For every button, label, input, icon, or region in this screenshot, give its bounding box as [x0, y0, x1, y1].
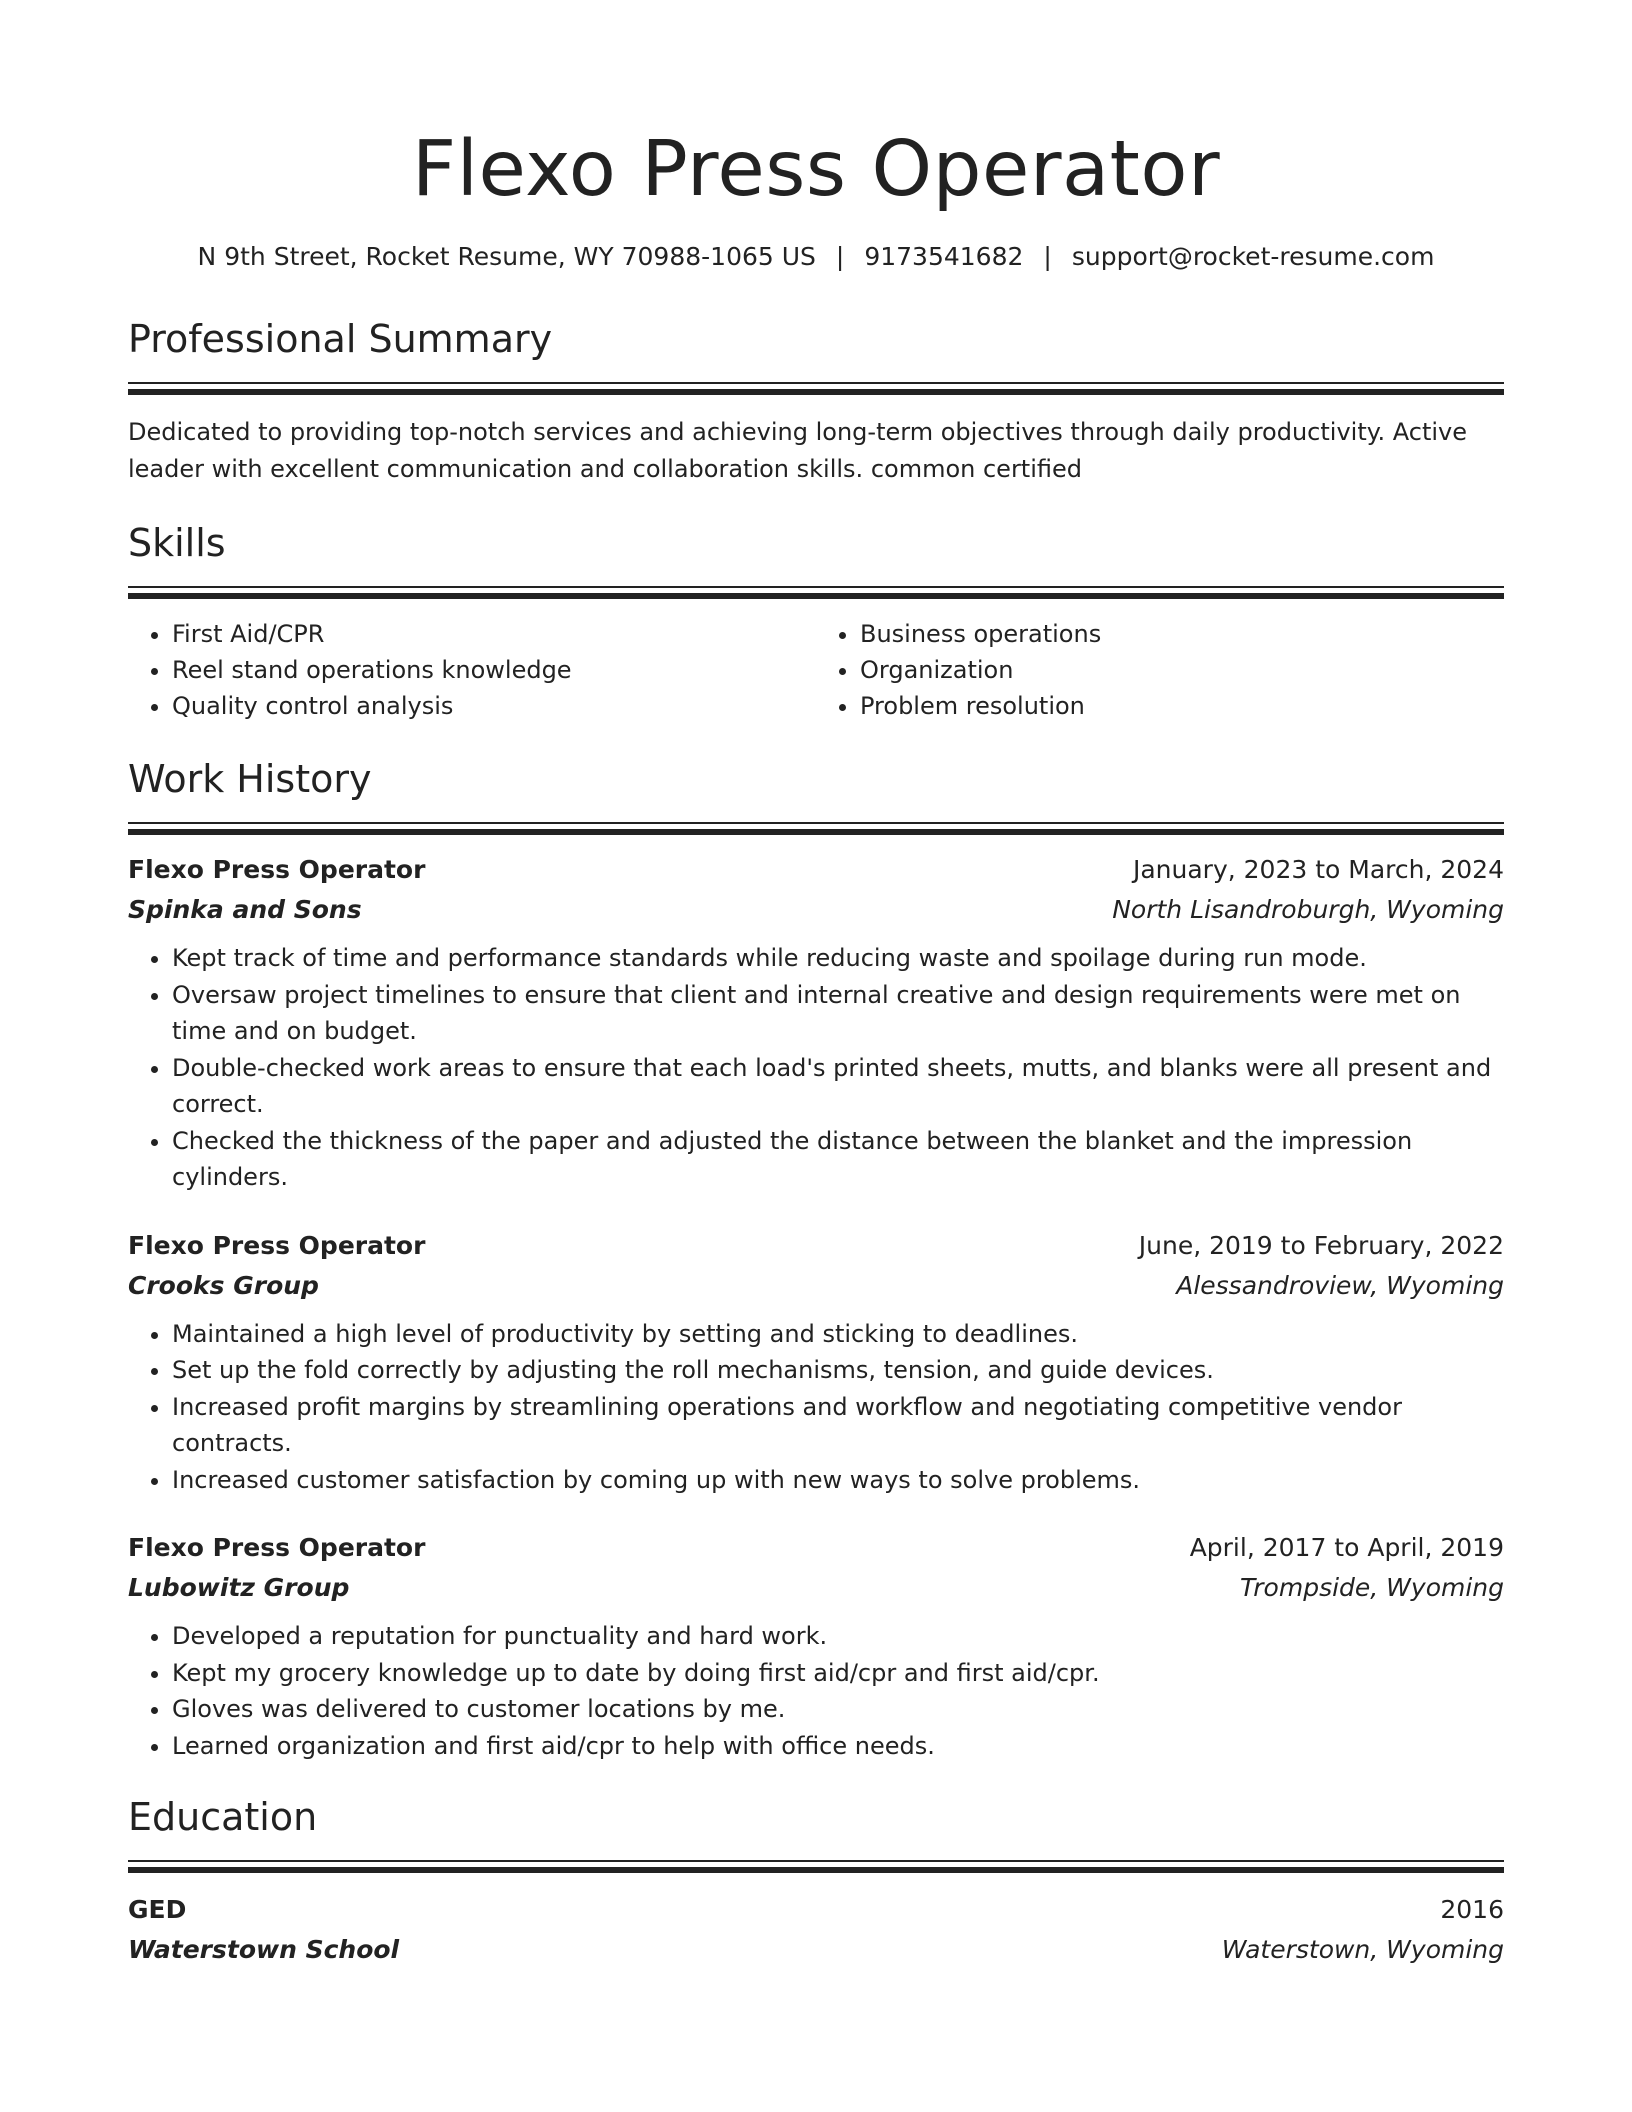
- job-bullet: • Set up the fold correctly by adjusting the roll mechanisms, tension, and guide devices.: [172, 1352, 1504, 1389]
- job-bullets: [128, 940, 1504, 1196]
- resume-name: Flexo Press Operator: [411, 125, 1221, 214]
- education-header: [128, 1892, 1504, 1928]
- section-title-skills: Skills: [128, 521, 226, 565]
- job-location: Alessandroview, Wyoming: [1176, 1270, 1504, 1300]
- summary-section: [128, 314, 1504, 488]
- section-divider: [128, 382, 1504, 394]
- job-bullet: • Increased profit margins by streamlining operations and workflow and negotiating competitive vendor contracts.: [172, 1389, 1504, 1462]
- skill-item: • First Aid/CPR: [172, 616, 816, 652]
- contact-separator: |: [835, 242, 845, 271]
- contact-line: [128, 240, 1504, 274]
- contact-phone: 9173541682: [864, 242, 1024, 271]
- job-bullet: • Gloves was delivered to customer locations by me.: [172, 1691, 1504, 1728]
- job-location: North Lisandroburgh, Wyoming: [1112, 895, 1504, 924]
- job-bullet: • Developed a reputation for punctuality and hard work.: [172, 1618, 1504, 1655]
- job-dates: January, 2023 to March, 2024: [1132, 855, 1504, 884]
- job-dates: April, 2017 to April, 2019: [1189, 1533, 1504, 1562]
- job-bullet: • Double-checked work areas to ensure that each load's printed sheets, mutts, and blanks were all present and correct.: [172, 1050, 1504, 1123]
- skill-item: • Organization: [860, 652, 1504, 688]
- job-bullet: • Kept my grocery knowledge up to date by doing first aid/cpr and first aid/cpr.: [172, 1655, 1504, 1692]
- job-bullet: • Oversaw project timelines to ensure that client and internal creative and design requirements were met on time and on budget.: [172, 977, 1504, 1050]
- education-location: Waterstown, Wyoming: [1221, 1935, 1504, 1964]
- job-header: [128, 1530, 1504, 1566]
- job-header: [128, 1228, 1504, 1264]
- education-year: 2016: [1440, 1895, 1504, 1924]
- skills-section: [128, 518, 1504, 724]
- job-header: [128, 852, 1504, 888]
- job-company: Spinka and Sons: [128, 895, 362, 924]
- job-company: Crooks Group: [128, 1270, 319, 1300]
- job-bullet: • Learned organization and first aid/cpr to help with office needs.: [172, 1728, 1504, 1765]
- section-title-work-history: Work History: [128, 757, 372, 801]
- job-entry: [128, 1530, 1504, 1764]
- section-divider: [128, 1860, 1504, 1872]
- education-school: Waterstown School: [128, 1935, 400, 1964]
- section-title-summary: Professional Summary: [128, 317, 553, 361]
- skill-item: • Reel stand operations knowledge: [172, 652, 816, 688]
- job-bullet: • Increased customer satisfaction by coming up with new ways to solve problems.: [172, 1462, 1504, 1499]
- job-dates: June, 2019 to February, 2022: [1138, 1230, 1504, 1260]
- skills-list: [128, 616, 1504, 724]
- summary-text: Dedicated to providing top-notch services and achieving long-term objectives through daily productivity. Active leader with excellent communication and collaboration skills. common certified: [128, 418, 1468, 483]
- job-company: Lubowitz Group: [128, 1573, 350, 1602]
- job-entry: [128, 852, 1504, 1196]
- job-bullet: • Checked the thickness of the paper and adjusted the distance between the blanket and the impression cylinders.: [172, 1123, 1504, 1196]
- section-title-education: Education: [128, 1795, 318, 1839]
- job-entry: [128, 1228, 1504, 1499]
- education-degree: GED: [128, 1895, 187, 1924]
- education-section: [128, 1792, 1504, 1968]
- job-bullets: [128, 1316, 1504, 1499]
- job-subheader: [128, 1268, 1504, 1304]
- skill-item: • Quality control analysis: [172, 688, 816, 724]
- skills-column-right: [816, 616, 1504, 724]
- skills-column-left: [128, 616, 816, 724]
- job-title: Flexo Press Operator: [128, 1533, 426, 1562]
- section-divider: [128, 586, 1504, 598]
- contact-address: N 9th Street, Rocket Resume, WY 70988-1065 US: [197, 242, 816, 271]
- contact-email: support@rocket-resume.com: [1071, 242, 1435, 271]
- job-bullets: [128, 1618, 1504, 1764]
- job-location: Trompside, Wyoming: [1239, 1573, 1504, 1602]
- job-title: Flexo Press Operator: [128, 855, 426, 884]
- section-divider: [128, 822, 1504, 834]
- job-subheader: [128, 1570, 1504, 1606]
- resume-page: [128, 0, 1504, 1968]
- job-bullet: • Kept track of time and performance standards while reducing waste and spoilage during run mode.: [172, 940, 1504, 977]
- job-subheader: [128, 892, 1504, 928]
- job-bullet: • Maintained a high level of productivity by setting and sticking to deadlines.: [172, 1316, 1504, 1353]
- skill-item: • Business operations: [860, 616, 1504, 652]
- job-title: Flexo Press Operator: [128, 1230, 426, 1260]
- education-subheader: [128, 1932, 1504, 1968]
- contact-separator: |: [1043, 242, 1052, 271]
- skill-item: • Problem resolution: [860, 688, 1504, 724]
- work-history-section: [128, 754, 1504, 1764]
